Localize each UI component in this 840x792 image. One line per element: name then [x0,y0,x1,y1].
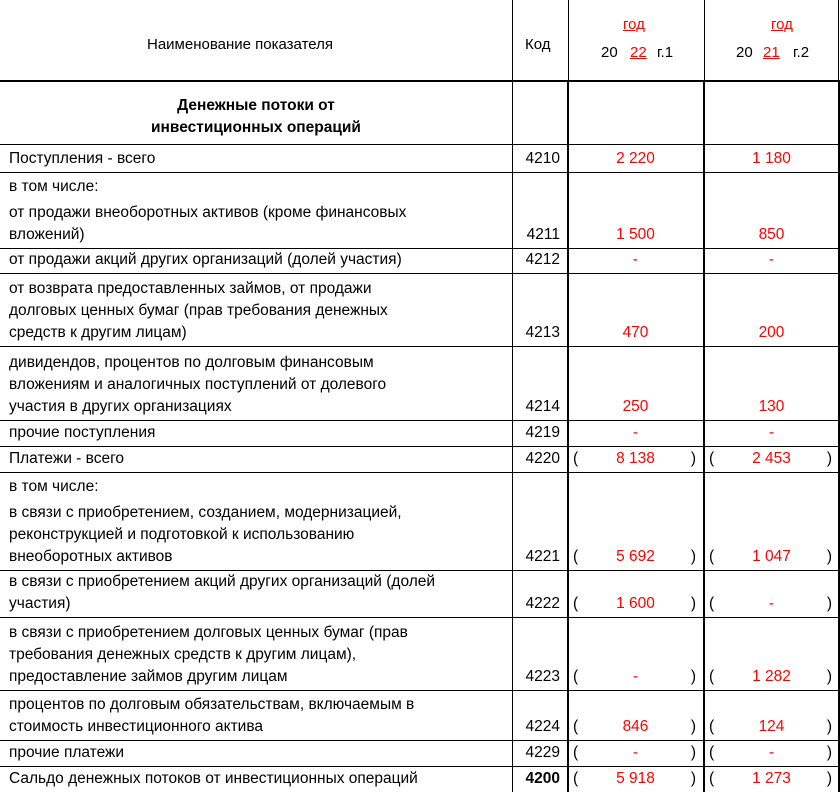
paren-open: ( [709,548,715,565]
grid-line [0,740,840,741]
row-label-line: от возврата предоставленных займов, от продажи [9,280,372,297]
row-value-v2: 200 [758,324,785,341]
row-value-v1: 470 [622,324,649,341]
row-value-v2: - [768,744,775,761]
paren-open: ( [573,718,579,735]
table-row [0,617,840,690]
row-label-line: процентов по долговым обязательствам, включаемым в [9,696,415,713]
row-label-line: предоставление займов другим лицам [9,668,288,685]
row-label [9,742,510,764]
row-code: 4200 [525,770,560,787]
paren-close: ) [826,595,832,612]
row-code: 4212 [525,251,560,268]
row-value-v2: 1 273 [752,770,791,787]
row-label-line: долговых ценных бумаг (прав требования денежных [9,302,388,319]
paren-close: ) [690,548,696,565]
row-label [9,278,510,344]
header-col2-suffix: г.2 [793,44,810,61]
table-row [0,200,840,248]
row-label [9,476,510,498]
header-col1-prefix: 20 [601,44,618,61]
header-col1-suffix: г.1 [657,44,674,61]
paren-open: ( [709,668,715,685]
table-row [0,446,840,472]
paren-open: ( [709,450,715,467]
header-code-col: Код [525,36,551,53]
table-row [0,172,840,200]
row-label-line: средств к другим лицам) [9,324,187,341]
row-code: 4211 [526,226,560,243]
paren-open: ( [709,770,715,787]
row-value-v1: - [632,668,639,685]
row-value-v1: 250 [622,398,649,415]
paren-close: ) [690,744,696,761]
table-row [0,472,840,500]
grid-line [0,617,840,618]
row-value-v2: 1 282 [752,668,791,685]
row-label-line: Сальдо денежных потоков от инвестиционных операций [9,770,418,787]
paren-close: ) [826,668,832,685]
paren-close: ) [826,744,832,761]
paren-open: ( [573,744,579,761]
paren-open: ( [573,548,579,565]
row-label-line: в связи с приобретением долговых ценных бумаг (прав [9,624,408,641]
grid-line [838,0,839,80]
row-code: 4223 [525,668,560,685]
grid-line [0,172,840,173]
row-label-line: требования денежных средств к другим лицам), [9,646,357,663]
paren-open: ( [573,450,579,467]
grid-line [0,346,840,347]
paren-open: ( [709,595,715,612]
row-label [9,622,510,688]
paren-close: ) [690,595,696,612]
header-col2-year: 21 [763,44,780,61]
row-label-line: вложениям и аналогичных поступлений от долевого [9,376,387,393]
row-value-v1: - [632,251,639,268]
table-row [0,144,840,172]
row-value-v2: 2 453 [752,450,791,467]
header-col1-god: год [623,16,645,33]
row-value-v2: 130 [758,398,785,415]
row-label-line: дивидендов, процентов по долговым финансовым [9,354,374,371]
row-label-line: реконструкцией и подготовкой к использованию [9,526,355,543]
table-row [0,500,840,570]
paren-open: ( [573,595,579,612]
row-value-v2: 850 [758,226,785,243]
row-value-v2: - [768,424,775,441]
table-row [0,346,840,420]
row-label-line: от продажи акций других организаций (долей участия) [9,251,402,268]
paren-close: ) [690,718,696,735]
paren-close: ) [826,450,832,467]
row-value-v1: 1 500 [616,226,655,243]
table-row [0,766,840,792]
table-row [0,248,840,273]
row-value-v1: 5 918 [616,770,655,787]
row-label [9,176,510,198]
row-label [9,422,510,444]
row-code: 4210 [525,150,560,167]
paren-close: ) [690,668,696,685]
paren-close: ) [690,450,696,467]
row-label-line: стоимость инвестиционного актива [9,718,264,735]
grid-line [568,0,569,80]
header-col1-year: 22 [630,44,647,61]
row-label [9,202,510,246]
paren-open: ( [709,718,715,735]
paren-open: ( [573,770,579,787]
section-title-line2: инвестиционных операций [151,119,361,136]
row-value-v1: - [632,424,639,441]
row-code: 4224 [525,718,560,735]
row-label [9,502,510,568]
row-label-line: в связи с приобретением акций других организаций (долей [9,573,436,590]
row-code: 4229 [525,744,560,761]
paren-close: ) [826,718,832,735]
row-label-line: от продажи внеоборотных активов (кроме финансовых [9,204,407,221]
paren-open: ( [573,668,579,685]
row-value-v2: - [768,595,775,612]
grid-line [0,273,840,274]
grid-line [0,80,840,82]
row-code: 4222 [525,595,560,612]
header-name-col: Наименование показателя [147,36,333,53]
row-code: 4213 [525,324,560,341]
row-value-v2: 124 [758,718,785,735]
row-code: 4214 [525,398,560,415]
row-label-line: в том числе: [9,178,99,195]
paren-close: ) [826,548,832,565]
row-value-v2: 1 180 [752,150,791,167]
row-value-v2: 1 047 [752,548,791,565]
table-row [0,570,840,617]
row-value-v2: - [768,251,775,268]
row-label [9,352,510,418]
section-title [0,95,512,139]
header-col2-prefix: 20 [736,44,753,61]
row-code: 4219 [525,424,560,441]
row-label-line: в том числе: [9,478,99,495]
grid-line [0,766,840,767]
table-row [0,740,840,766]
grid-line [704,0,705,80]
row-label [9,148,510,170]
row-label-line: прочие поступления [9,424,156,441]
table-row [0,690,840,740]
row-label [9,249,510,271]
row-label-line: Поступления - всего [9,150,156,167]
table-row [0,420,840,446]
grid-line [0,446,840,447]
row-value-v1: 5 692 [616,548,655,565]
row-code: 4220 [525,450,560,467]
row-value-v1: 8 138 [616,450,655,467]
row-label [9,694,510,738]
grid-line [0,144,840,145]
row-value-v1: 2 220 [616,150,655,167]
row-label-line: внеоборотных активов [9,548,173,565]
paren-close: ) [826,770,832,787]
row-value-v1: - [632,744,639,761]
row-label [9,448,510,470]
header-col2-god: год [771,16,793,33]
grid-line [0,420,840,421]
row-label [9,571,510,615]
row-value-v1: 1 600 [616,595,655,612]
row-label-line: участия в других организациях [9,398,232,415]
grid-line [0,472,840,473]
row-label-line: вложений) [9,226,85,243]
table-row [0,273,840,346]
row-label-line: прочие платежи [9,744,125,761]
grid-line [0,248,840,249]
row-label-line: Платежи - всего [9,450,125,467]
paren-close: ) [690,770,696,787]
row-value-v1: 846 [622,718,649,735]
section-title-line1: Денежные потоки от [177,97,335,114]
grid-line [0,690,840,691]
row-label [9,768,510,790]
row-label-line: в связи с приобретением, созданием, модернизацией, [9,504,402,521]
row-label-line: участия) [9,595,71,612]
row-code: 4221 [525,548,560,565]
paren-open: ( [709,744,715,761]
grid-line [0,570,840,571]
